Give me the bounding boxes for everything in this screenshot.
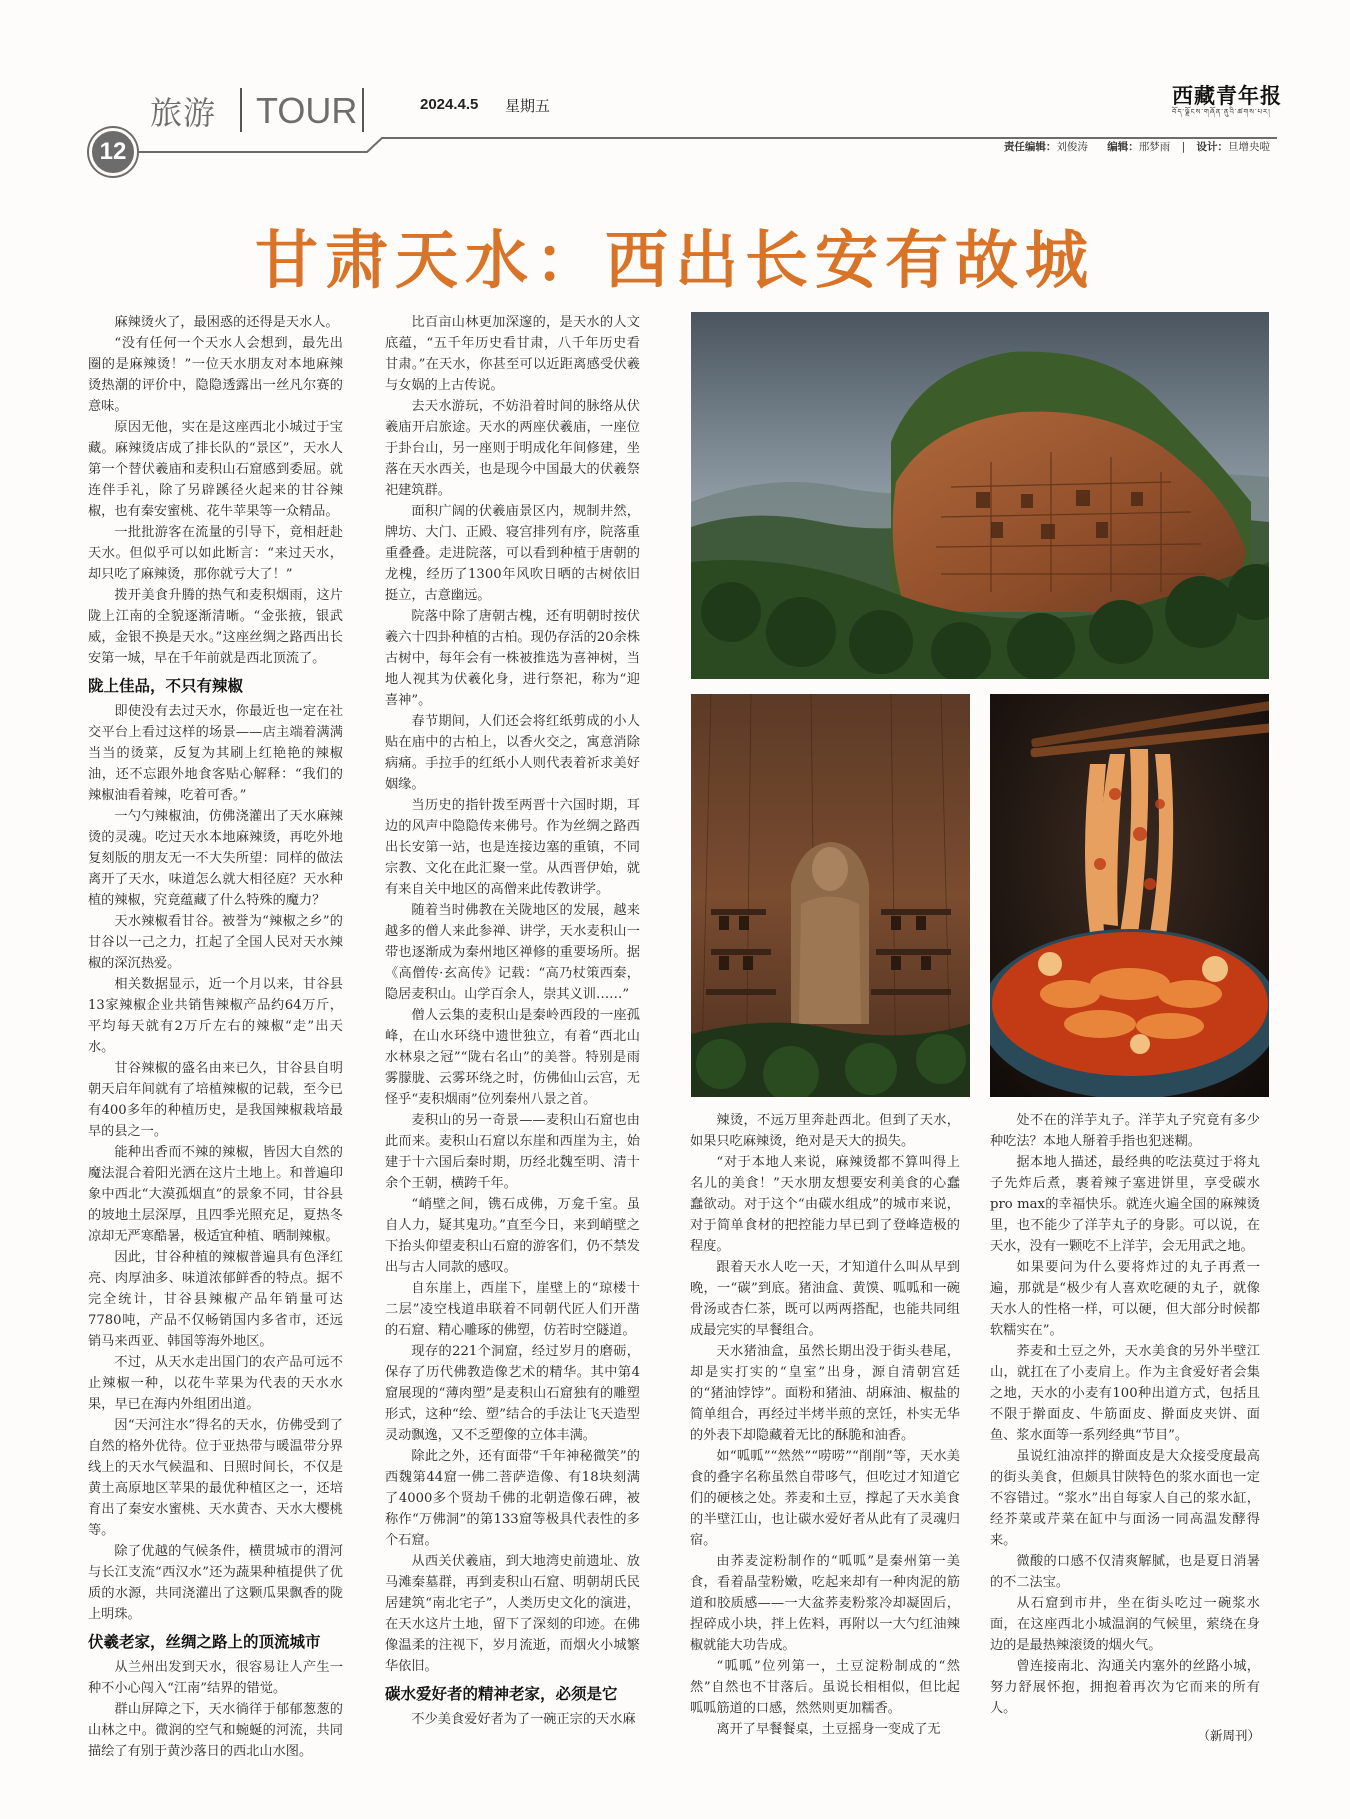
newspaper-logo: 西藏青年报 <box>1172 83 1282 108</box>
article-paragraph: 随着当时佛教在关陇地区的发展，越来越多的僧人来此参禅、讲学，天水麦积山一带也逐渐成为秦州地区禅修的重要场所。据《高僧传·玄高传》记载：“高乃杖策西秦，隐居麦积山。山学百余人，崇其义训……” <box>385 903 640 1002</box>
article-paragraph: 一批批游客在流量的引导下，竟相赶赴天水。但似乎可以如此断言：“来过天水，却只吃了麻辣烫，那你就亏大了！” <box>88 525 343 582</box>
article-paragraph: 如果要问为什么要将炸过的丸子再煮一遍，那就是“极少有人喜欢吃硬的丸子，就像天水人的性格一样，可以硬，但大部分时候都软糯实在”。 <box>990 1260 1260 1338</box>
article-paragraph: 天水辣椒看甘谷。被誉为“辣椒之乡”的甘谷以一己之力，扛起了全国人民对天水辣椒的深沉热爱。 <box>88 914 343 971</box>
article-paragraph: 僧人云集的麦积山是秦岭西段的一座孤峰，在山水环绕中遗世独立，有着“西北山水林泉之冠”“陇右名山”的美誉。特别是雨雾朦胧、云雾环绕之时，仿佛仙山云宫，无怪乎“麦积烟雨”位列秦州八景之首。 <box>385 1008 640 1107</box>
article-paragraph: 荞麦和土豆之外，天水美食的另外半壁江山，就扛在了小麦肩上。作为主食爱好者会集之地，天水的小麦有100种出道方式，包括且不限于擀面皮、牛筋面皮、擀面皮夹饼、面鱼、浆水面等一系列经典“节目”。 <box>990 1344 1260 1443</box>
article-source: （新周刊） <box>1197 1728 1260 1743</box>
article-paragraph: 群山屏障之下，天水徜徉于郁郁葱葱的山林之中。微润的空气和蜿蜒的河流，共同描绘了有别于黄沙落日的西北山水图。 <box>88 1702 343 1759</box>
article-paragraph: 即使没有去过天水，你最近也一定在社交平台上看过这样的场景——店主端着满满当当的烫菜，反复为其刷上红艳艳的辣椒油，还不忘跟外地食客贴心解释：“我们的辣椒油看着辣，吃着可香。” <box>88 704 343 803</box>
article-paragraph: 据本地人描述，最经典的吃法莫过于将丸子先炸后煮，裹着辣子塞进饼里，享受碳水pro max的幸福快乐。就连火遍全国的麻辣烫里，也不能少了洋芋丸子的身影。可以说，在天水，没有一颗吃不上洋芋，会无用武之地。 <box>990 1155 1260 1254</box>
article-paragraph: 除了优越的气候条件，横贯城市的渭河与长江支流“西汉水”还为蔬果种植提供了优质的水源，共同浇灌出了这颗瓜果飘香的陇上明珠。 <box>88 1544 343 1622</box>
article-paragraph: 相关数据显示，近一个月以来，甘谷县13家辣椒企业共销售辣椒产品约64万斤，平均每天就有2万斤左右的辣椒“走”出天水。 <box>88 977 343 1055</box>
article-headline: 甘肃天水：西出长安有故城 <box>255 224 1095 297</box>
article-paragraph: 春节期间，人们还会将红纸剪成的小人贴在庙中的古柏上，以香火交之，寓意消除病痛。手拉手的红纸小人则代表着祈求美好姻缘。 <box>385 714 640 792</box>
article-paragraph: 离开了早餐餐桌，土豆摇身一变成了无 <box>716 1722 941 1737</box>
article-paragraph: 曾连接南北、沟通关内塞外的丝路小城，努力舒展怀抱，拥抱着再次为它而来的所有人。 <box>990 1659 1260 1716</box>
page-number-badge: 12 <box>89 128 137 176</box>
section-name-en: TOUR <box>256 90 358 131</box>
designer-label: 设计： <box>1196 141 1228 153</box>
article-paragraph: 除此之外，还有面带“千年神秘微笑”的西魏第44窟一佛二菩萨造像、有18块刻满了4000多个贤劫千佛的北朝造像石碑，被称作“万佛洞”的第133窟等极具代表性的多个石窟。 <box>385 1449 640 1548</box>
article-paragraph: 不过，从天水走出国门的农产品可远不止辣椒一种，以花牛苹果为代表的天水水果，早已在海内外组团出道。 <box>88 1355 343 1412</box>
section-subheading: 伏羲老家，丝绸之路上的顶流城市 <box>88 1633 321 1651</box>
article-paragraph: 由荞麦淀粉制作的“呱呱”是秦州第一美食，看着晶莹粉嫩，吃起来却有一种肉泥的筋道和胶质感——一大盆荞麦粉浆冷却凝固后，捏碎成小块，拌上佐料，再附以一大勺红油辣椒就能大功告成。 <box>690 1554 960 1653</box>
section-subheading: 陇上佳品，不只有辣椒 <box>88 677 244 695</box>
article-paragraph: 虽说红油凉拌的擀面皮是大众接受度最高的街头美食，但颇具甘陕特色的浆水面也一定不容错过。“浆水”出自每家人自己的浆水缸，经芥菜或芹菜在缸中与面汤一同高温发酵得来。 <box>990 1449 1260 1548</box>
maiji-mountain-photo <box>691 312 1269 679</box>
article-paragraph: 麦积山的另一奇景——麦积山石窟也由此而来。麦积山石窟以东崖和西崖为主，始建于十六国后秦时期，历经北魏至明、清十余个王朝，横跨千年。 <box>385 1113 640 1191</box>
newspaper-logo-tibetan: བོད་ལྗོངས་གཞོན་ནུའི་ཚགས་པར། <box>1172 108 1271 116</box>
article-paragraph: 拨开美食升腾的热气和麦积烟雨，这片陇上江南的全貌逐渐清晰。“金张掖，银武威，金银不换是天水。”这座丝绸之路西出长安第一城，早在千年前就是西北顶流了。 <box>88 588 343 666</box>
article-paragraph: 如“呱呱”“然然”“唠唠”“削削”等，天水美食的叠字名称虽然自带哆气，但吃过才知道它们的硬核之处。荞麦和土豆，撑起了天水美食的半壁江山，也让碳水爱好者从此有了灵魂归宿。 <box>690 1449 960 1548</box>
article-paragraph: 辣烫，不远万里奔赴西北。但到了天水，如果只吃麻辣烫，绝对是天大的损失。 <box>690 1113 960 1149</box>
article-column-3 <box>690 1110 960 1740</box>
article-paragraph: 当历史的指针拨至两晋十六国时期，耳边的风声中隐隐传来佛号。作为丝绸之路西出长安第一站，也是连接边塞的重镇，不同宗教、文化在此汇聚一堂。从西晋伊始，就有来自关中地区的高僧来此传教讲学。 <box>385 798 640 897</box>
article-paragraph: 自东崖上，西崖下，崖壁上的“琼楼十二层”凌空栈道串联着不同朝代匠人们开凿的石窟、精心雕琢的佛塑，仿若时空隧道。 <box>385 1281 640 1338</box>
article-paragraph: 一勺勺辣椒油，仿佛浇灌出了天水麻辣烫的灵魂。吃过天水本地麻辣烫，再吃外地复刻版的朋友无一不大失所望：同样的做法离开了天水，味道怎么就大相径庭？天水种植的辣椒，究竟蕴藏了什么特殊的魔力？ <box>88 809 343 908</box>
article-column-2 <box>385 312 640 1730</box>
article-column-4 <box>990 1110 1260 1746</box>
noodle-dish-photo <box>990 694 1269 1097</box>
article-paragraph: 从西关伏羲庙，到大地湾史前遗址、放马滩秦墓群，再到麦积山石窟、明朝胡氏民居建筑“南北宅子”，人类历史文化的演进，在天水这片土地，留下了深刻的印迹。在佛像温柔的注视下，岁月流逝，而烟火小城繁华依旧。 <box>385 1554 640 1674</box>
article-paragraph: 不少美食爱好者为了一碗正宗的天水麻 <box>411 1712 636 1727</box>
article-paragraph: “没有任何一个天水人会想到，最先出圈的是麻辣烫！”一位天水朋友对本地麻辣烫热潮的评价中，隐隐透露出一丝凡尔赛的意味。 <box>88 336 343 414</box>
article-paragraph: 因“天河注水”得名的天水，仿佛受到了自然的格外优待。位于亚热带与暖温带分界线上的天水气候温和、日照时间长，不仅是黄土高原地区苹果的最优种植区之一，还培育出了秦安水蜜桃、天水黄杏、天水大樱桃等。 <box>88 1418 343 1538</box>
article-paragraph: 天水猪油盒，虽然长期出没于街头巷尾，却是实打实的“皇室”出身，源自清朝宫廷的“猪油饽饽”。面粉和猪油、胡麻油、椒盐的简单组合，再经过半烤半煎的烹饪，朴实无华的外表下却隐藏着无比的酥脆和油香。 <box>690 1344 960 1443</box>
section-name-cn: 旅游 <box>150 94 217 132</box>
article-paragraph: 麻辣烫火了，最困惑的还得是天水人。 <box>114 315 339 330</box>
cliff-buddha-photo <box>691 694 970 1097</box>
editor-name: 刘俊涛 <box>1056 141 1088 153</box>
article-paragraph: 面积广阔的伏羲庙景区内，规制井然，牌坊、大门、正殿、寝宫排列有序，院落重重叠叠。走进院落，可以看到种植于唐朝的龙槐，经历了1300年风吹日晒的古树依旧挺立，古意幽远。 <box>385 504 640 603</box>
editor-label: 责任编辑： <box>1003 141 1057 153</box>
article-paragraph: “对于本地人来说，麻辣烫都不算叫得上名儿的美食！”天水朋友想要安利美食的心蠢蠢欲动。对于这个“由碳水组成”的城市来说，对于简单食材的把控能力早已到了登峰造极的程度。 <box>690 1155 960 1254</box>
article-paragraph: 去天水游玩，不妨沿着时间的脉络从伏羲庙开启旅途。天水的两座伏羲庙，一座位于卦台山，另一座则于明成化年间修建，坐落在天水西关，也是现今中国最大的伏羲祭祀建筑群。 <box>385 399 640 498</box>
article-paragraph: 微酸的口感不仅清爽解腻，也是夏日消暑的不二法宝。 <box>990 1554 1260 1590</box>
section-subheading: 碳水爱好者的精神老家，必须是它 <box>385 1685 618 1703</box>
copy-editor-label: 编辑： <box>1107 141 1139 153</box>
article-paragraph: 现存的221个洞窟，经过岁月的磨砺，保存了历代佛教造像艺术的精华。其中第4窟展现的“薄肉塑”是麦积山石窟独有的雕塑形式，这种“绘、塑”结合的手法让飞天造型灵动飘逸，又不乏塑像的立体丰满。 <box>385 1344 640 1443</box>
article-paragraph: “峭壁之间，镌石成佛，万龛千室。虽自人力，疑其鬼功。”直至今日，来到峭壁之下抬头仰望麦积山石窟的游客们，仍不禁发出与古人同款的感叹。 <box>385 1197 640 1275</box>
article-paragraph: 甘谷辣椒的盛名由来已久，甘谷县自明朝天启年间就有了培植辣椒的记载，至今已有400多年的种植历史，是我国辣椒栽培最早的县之一。 <box>88 1061 343 1139</box>
article-column-1 <box>88 312 343 1762</box>
issue-date: 2024.4.5 <box>420 96 479 113</box>
article-paragraph: 处不在的洋芋丸子。洋芋丸子究竟有多少种吃法？本地人掰着手指也犯迷糊。 <box>990 1113 1260 1149</box>
editorial-credits: 责任编辑：刘俊涛 编辑：邢梦雨 | 设计：旦增央啦 <box>1003 141 1270 153</box>
article-paragraph: “呱呱”位列第一，土豆淀粉制成的“然然”自然也不甘落后。虽说长相相似，但比起呱呱筋道的口感，然然则更加糯香。 <box>690 1659 960 1716</box>
designer-name: 旦增央啦 <box>1228 141 1270 153</box>
article-paragraph: 院落中除了唐朝古槐，还有明朝时按伏羲六十四卦种植的古柏。现仍存活的20余株古树中，每年会有一株被推选为喜神树，当地人视其为伏羲化身，进行祭祀，称为“迎喜神”。 <box>385 609 640 708</box>
article-paragraph: 从石窟到市井，坐在街头吃过一碗浆水面，在这座西北小城温润的气候里，萦绕在身边的是最热辣滚烫的烟火气。 <box>990 1596 1260 1653</box>
copy-editor-name: 邢梦雨 <box>1138 141 1171 153</box>
article-paragraph: 能种出香而不辣的辣椒，皆因大自然的魔法混合着阳光洒在这片土地上。和普遍印象中西北“大漠孤烟直”的景象不同，甘谷县的坡地土层深厚，且四季光照充足，夏热冬凉却无严寒酷暑，极适宜种植、晒制辣椒。 <box>88 1145 343 1244</box>
article-paragraph: 跟着天水人吃一天，才知道什么叫从早到晚，一“碳”到底。猪油盒、黄馍、呱呱和一碗骨汤或杏仁茶，既可以两两搭配，也能共同组成最完实的早餐组合。 <box>690 1260 960 1338</box>
article-paragraph: 原因无他，实在是这座西北小城过于宝藏。麻辣烫店成了排长队的“景区”，天水人第一个替伏羲庙和麦积山石窟感到委屈。就连伴手礼，除了另辟蹊径火起来的甘谷辣椒，也有秦安蜜桃、花牛苹果等一众精品。 <box>88 420 343 519</box>
article-paragraph: 从兰州出发到天水，很容易让人产生一种不小心闯入“江南”结界的错觉。 <box>88 1660 343 1696</box>
article-paragraph: 因此，甘谷种植的辣椒普遍具有色泽红亮、肉厚油多、味道浓郁鲜香的特点。据不完全统计，甘谷县辣椒产品年销量可达7780吨，产品不仅畅销国内多省市，还远销马来西亚、韩国等海外地区。 <box>88 1250 343 1349</box>
article-paragraph: 比百亩山林更加深邃的，是天水的人文底蕴，“五千年历史看甘肃，八千年历史看甘肃。”在天水，你甚至可以近距离感受伏羲与女娲的上古传说。 <box>385 315 640 393</box>
issue-weekday: 星期五 <box>505 97 551 115</box>
